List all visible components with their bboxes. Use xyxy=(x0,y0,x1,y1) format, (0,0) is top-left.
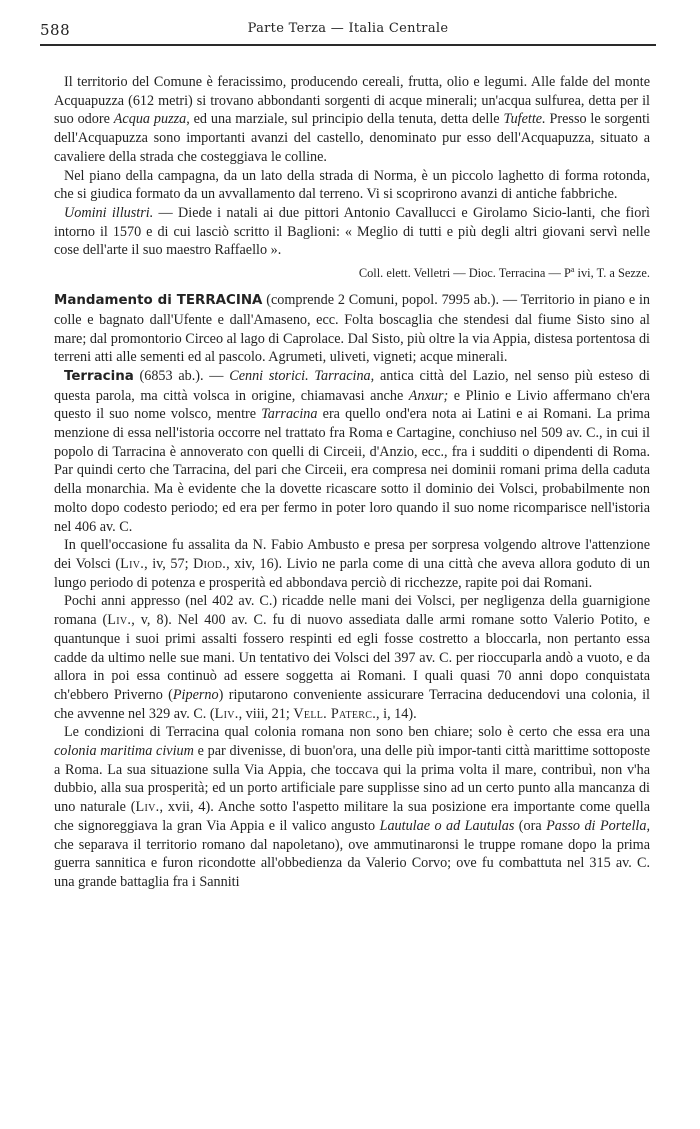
running-title: Parte Terza — Italia Centrale xyxy=(247,21,449,36)
paragraph-roman-colony: Le condizioni di Terracina qual colonia romana non sono ben chiare; solo è certo che essa era una colonia maritima civium e par divenisse, di buon'ora, una delle più impor-tanti città marittime sottoposte a Roma. La sua situazione sulla Via Appia, che toccava qui la prima volta il mare, contribuì, non v'ha dubbio, alla sua prosperità; ed un porto artificiale pare supplisse sino ad un certo punto alla mancanza di uno naturale (Liv., xvii, 4). Anche sotto l'aspetto militare la sua posizione era importante come quella che signoreggiava la gran Via Appia e il valico angusto Lautulae o ad Lautulas (ora Passo di Portella, che separava il territorio romano dal napoletano), ove ammutinaronsi le truppe romane dopo la prima guerra sannitica e furon ricondotte all'obbedienza da Valerio Corvo; ove fu combattuta nel 315 av. C. una grande battaglia fra i Sanniti xyxy=(54,724,651,890)
paragraph-fabio-ambusto: In quell'occasione fu assalita da N. Fabio Ambusto e presa per sorpresa volgendo altrove l'attenzione dei Volsci (Liv., iv, 57; Diod., xiv, 16). Livio ne parla come di una città che aveva allora goduto di un lungo periodo di potenza e prosperità ed abbondava perciò di ricchezze, rapite poi dai Romani. xyxy=(54,537,650,591)
paragraph-territory: Il territorio del Comune è feracissimo, producendo cereali, frutta, olio e legumi. Alle falde del monte Acquapuzza (612 metri) si trovano abbondanti sorgenti di acque minerali; un'acqua sulfurea, detta per il suo odore Acqua puzza, ed una marziale, sul principio della tenuta, detta delle Tufette. Presso le sorgenti dell'Acquapuzza sono importanti avanzi del castello, denominato pur esso dell'Acquapuzza, situato a cavaliere della strada che costeggiava le colline. xyxy=(54,74,650,165)
paragraph-illustrious-men: Uomini illustri. — Diede i natali ai due pittori Antonio Cavallucci e Girolamo Sicio-lanti, che fiorì intorno il 1570 e di cui lasciò scritto il Baglioni: « Meglio di tutti e più degli altri giovani servì nelle cose dell'arte il suo maestro Raffaello ». xyxy=(54,204,650,259)
page-header xyxy=(40,21,656,43)
administrative-note: Coll. elett. Velletri — Dioc. Terracina — $P^a$ ivi, T. a Sezze. xyxy=(358,265,650,281)
page-number: 588 xyxy=(40,21,71,39)
paragraph-terracina-history: Terracina (6853 ab.). — Cenni storici. Tarracina, antica città del Lazio, nel senso più esteso di questa parola, ma città volsca in origine, chiamavasi anche Anxur; e Plinio e Livio affermano ch'era questo il suo nome volsco, mentre Tarracina era quello ond'era nota ai Latini e ai Romani. La prima menzione di essa nell'istoria occorre nel trattato fra Roma e Cartagine, conchiuso nel 509 av. C., in cui il popolo di Tarracina è annoverato con quelli di Circeii, d'Anzio, ecc., fra i sudditi o dipendenti di Roma. Par quindi certo che Tarracina, del pari che Circeii, era compresa nei dominii romani prima della caduta della monarchia. Ma è evidente che la dovette ricascare sotto il dominio dei Volsci, probabilmente non molto dopo codesto periodo; ed era per fermo in poter loro quando il suo nome ricomparisce nell'istoria nel 406 av. C. xyxy=(54,367,650,535)
paragraph-lake: Nel piano della campagna, da un lato della strada di Norma, è un piccolo laghetto di forma rotonda, che si giudica formato da un avvallamento dal terreno. Vi si scoprirono avanzi di antiche fabbriche. xyxy=(54,167,650,203)
header-rule xyxy=(40,44,656,46)
section-heading: Mandamento di TERRACINA xyxy=(54,293,263,309)
subsection-heading: Terracina xyxy=(64,368,134,384)
page-body xyxy=(54,73,650,892)
paragraph-volsci: Pochi anni appresso (nel 402 av. C.) ricadde nelle mani dei Volsci, per negligenza della guarnigione romana (Liv., v, 8). Nel 400 av. C. fu di nuovo assediata dalle armi romane sotto Valerio Potito, e quantunque i suoi primi assalti fossero respinti ed egli fosse costretto a bloccarla, non pertanto essa cadde da ultimo nelle sue mani. Un tentativo dei Volsci del 397 av. C. per rioccuparla andò a vuoto, e da allora in poi essa continuò ad essere soggetta ai Romani. I quali quasi 70 anni dopo conquistata ch'ebbero Priverno (Piperno) riputarono conveniente assicurare Terracina deducendovi una colonia, il che avvenne nel 329 av. C. (Liv., viii, 21; Vell. Paterc., i, 14). xyxy=(54,593,650,722)
paragraph-mandamento: Mandamento di TERRACINA (comprende 2 Comuni, popol. 7995 ab.). — Territorio in piano e in colle e bagnato dall'Ufente e dall'Amaseno, ecc. Folta boscaglia che stendesi dal fiume Sisto sino al mare; dal promontorio Circeo al lago di Caprolace. Dal Sisto, più oltre la via Appia, distesa portentosa di terreni atti alle sementi ed al pascolo. Agrumeti, uliveti, vigneti; acque minerali. xyxy=(54,292,650,366)
